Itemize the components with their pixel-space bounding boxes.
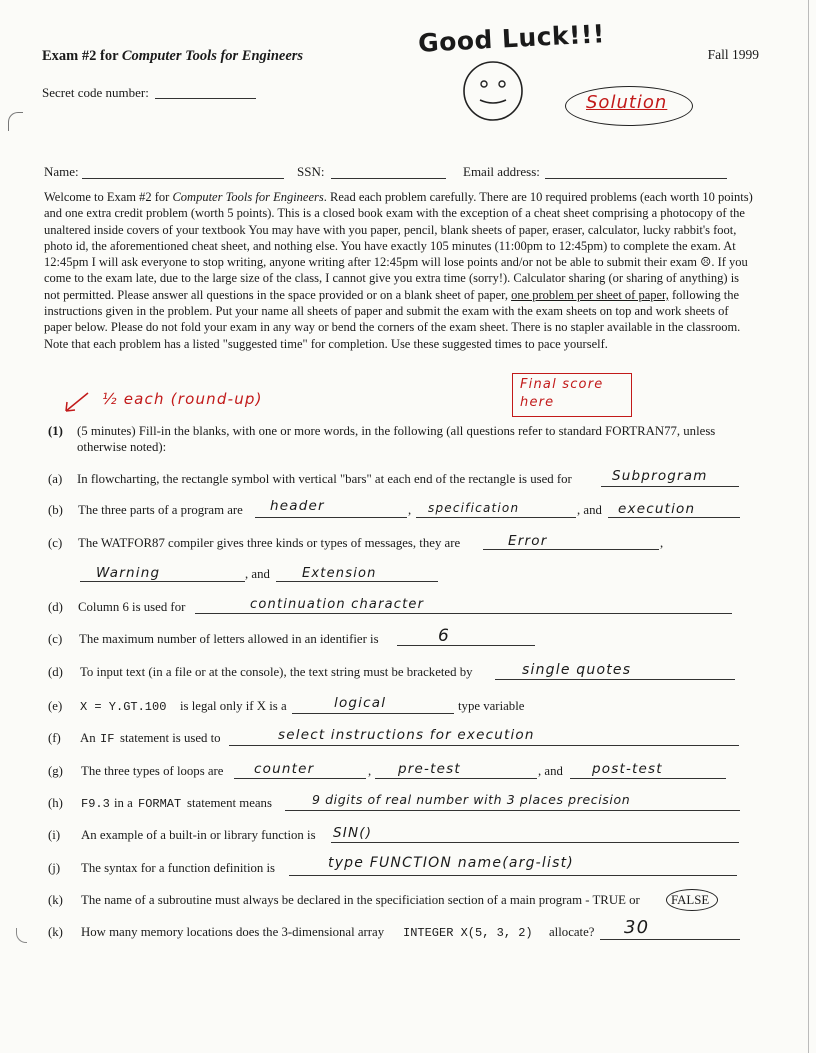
half-each-note: ½ each (round-up) [102,390,263,408]
good-luck-heading: Good Luck!!! [417,19,606,58]
answer-text: specification [428,501,520,515]
code-snippet: F9.3 [81,797,110,811]
answer-text: 30 [624,917,650,938]
question-text: The name of a subroutine must always be declared in the specificiation section of a main program - TRUE or [81,893,640,907]
ssn-line [331,178,446,179]
question-label: (f) [48,731,61,745]
secret-code-label: Secret code number: [42,85,149,100]
separator: , and [577,503,602,517]
question-text: The maximum number of letters allowed in an identifier is [79,632,379,646]
question-label: (d) [48,600,63,614]
question-label: (j) [48,861,61,875]
question-text: The WATFOR87 compiler gives three kinds or types of messages, they are [78,536,461,550]
answer-line [229,745,739,746]
question-label: (g) [48,764,63,778]
answer-text: pre-test [398,761,461,777]
answer-text: Subprogram [612,468,708,484]
question-label: (c) [48,632,63,646]
answer-text: Warning [96,565,161,581]
answer-line [375,778,537,779]
answer-text: SIN() [333,825,373,841]
question-label: (k) [48,893,63,907]
answer-line [195,613,732,614]
question-label: (k) [48,925,63,939]
answer-text: 9 digits of real number with 3 places precision [312,792,631,807]
separator: , [408,503,412,517]
intro-course: Computer Tools for Engineers [172,190,324,204]
exam-title [42,48,303,65]
answer-line [276,581,438,582]
question-text: allocate? [549,925,595,939]
term-label: Fall 1999 [707,47,759,62]
answer-text: single quotes [522,662,632,678]
question-label: (b) [48,503,63,517]
intro-text: following the instructions given in the problem. Put your name all sheets of paper and submit the exam with the exam sheets on top and work sheets of paper below. Please do not fold your exam in any way or bend the corners of the exam sheet. There is no stapler available in the classroom. Note that each problem has a listed "suggested time" for completion. Use these suggested times to pace yourself. [44,287,741,351]
scan-mark [16,928,27,943]
answer-line [495,679,735,680]
answer-text: post-test [592,761,663,777]
intro-text: . Read each problem carefully. There are 10 required problems (each worth 10 points) and one extra credit problem (worth 5 points). This is a closed book exam with the exception of a cheat sheet comprising a photocopy of the unaltered inside covers of your textbook You may have with you paper, pencil, blank sheets of paper, eraser, calculator, lucky rabbit's foot, photo id, the aforementioned cheat sheet, and nothing else. You have exactly 105 minutes (11:00pm to 12:45pm) to complete the exam. At 12:45pm I will ask everyone to stop writing, anyone writing after 12:45pm will lose points and/or not be able to submit their exam ☹. If you come to the exam late, due to the large size of the class, I cannot give you extra time (sorry!). Calculator sharing (or sharing of anything) is not permitted. Please answer all questions in the space provided or on a blank sheet of paper, [44,190,753,302]
smiley-face-icon [462,60,524,122]
answer-line [255,517,407,518]
ssn-label: SSN: [297,164,325,179]
answer-line [285,810,740,811]
answer-line [292,713,454,714]
question-label: (i) [48,828,61,842]
answer-line [483,549,659,550]
answer-line [600,939,740,940]
question-text: statement is used to [120,731,221,745]
answer-text: FALSE [671,893,710,907]
answer-text: type FUNCTION name(arg-list) [328,855,574,871]
answer-text: counter [254,761,315,777]
question-text: Column 6 is used for [78,600,186,614]
separator: , [660,536,664,550]
question-text: statement means [187,796,272,810]
email-label: Email address: [463,164,540,179]
solution-stamp: Solution [586,92,668,113]
intro-text: Welcome to Exam #2 for [44,190,173,204]
question-label: (h) [48,796,63,810]
answer-text: logical [334,695,387,711]
answer-line [289,875,737,876]
question-label: (c) [48,536,63,550]
separator: , [368,764,372,778]
answer-text: Error [508,533,548,549]
answer-text: execution [618,501,696,517]
answer-line [234,778,366,779]
question-text: The syntax for a function definition is [81,861,276,875]
separator: , and [538,764,563,778]
name-line [82,178,284,179]
answer-text: continuation character [250,597,425,612]
separator: , and [245,567,270,581]
code-snippet: IF [100,732,115,746]
question-text: in a [114,796,133,810]
question-text: To input text (in a file or at the console), the text string must be bracketed by [80,665,473,679]
scan-mark [8,112,23,131]
final-score-note: Final score here [520,377,604,410]
question-text: The three parts of a program are [78,503,243,517]
question-text: type variable [458,699,525,713]
question-label: (a) [48,472,63,486]
answer-text: header [270,498,325,514]
problem-text: otherwise noted): [77,440,167,454]
question-text: An example of a built-in or library function is [81,828,316,842]
code-snippet: X = Y.GT.100 [80,700,167,714]
answer-line [601,486,739,487]
question-text: The three types of loops are [81,764,224,778]
code-snippet: FORMAT [138,797,182,811]
answer-text: 6 [438,626,451,646]
answer-text: select instructions for execution [278,727,535,743]
page-edge [808,0,809,1053]
code-snippet: INTEGER X(5, 3, 2) [403,926,533,940]
answer-line [570,778,726,779]
problem-text: (5 minutes) Fill-in the blanks, with one or more words, in the following (all questions refer to standard FORTRAN77, unless [77,424,716,438]
name-label: Name: [44,164,79,179]
intro-underlined: one problem per sheet of paper, [511,287,669,302]
answer-line [80,581,245,582]
question-label: (e) [48,699,63,713]
instructions-paragraph [44,189,756,352]
answer-line [397,645,535,646]
arrow-icon [62,390,92,416]
answer-line [331,842,739,843]
problem-number: (1) [48,424,63,438]
answer-line [416,517,576,518]
answer-text: Extension [302,566,377,581]
question-text: is legal only if X is a [180,699,287,713]
course-name: Computer Tools for Engineers [121,48,304,64]
question-text: In flowcharting, the rectangle symbol with vertical "bars" at each end of the rectangle is used for [77,472,572,486]
email-line [545,178,727,179]
exam-title-prefix: Exam #2 for [42,48,122,64]
question-text: How many memory locations does the 3-dimensional array [81,925,385,939]
question-text: An [80,731,96,745]
question-label: (d) [48,665,63,679]
secret-code-line [155,98,256,99]
answer-line [608,517,740,518]
